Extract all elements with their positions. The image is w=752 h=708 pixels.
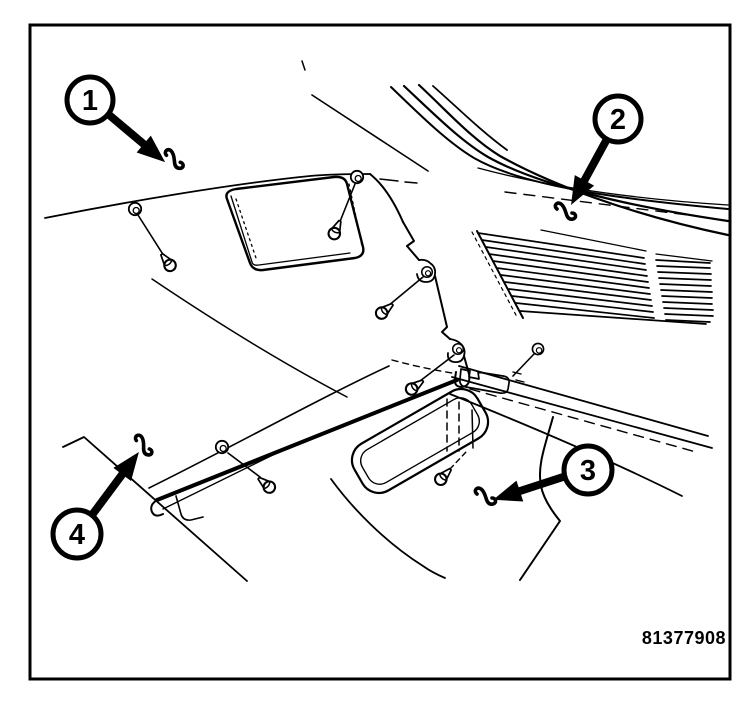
grommet-hole-icon	[453, 344, 464, 355]
grommet-hole-icon	[216, 441, 228, 453]
callout-2-label: 2	[609, 104, 627, 136]
callout-1-label: 1	[81, 85, 99, 117]
figure-part-number: 81377908	[641, 628, 726, 648]
grommet-hole-icon	[351, 171, 363, 183]
grommet-hole-icon	[129, 203, 141, 215]
grommet-hole-icon	[422, 267, 433, 278]
callout-3-label: 3	[579, 455, 597, 487]
grommet-hole-icon	[532, 343, 543, 354]
callout-4-label: 4	[68, 519, 86, 551]
